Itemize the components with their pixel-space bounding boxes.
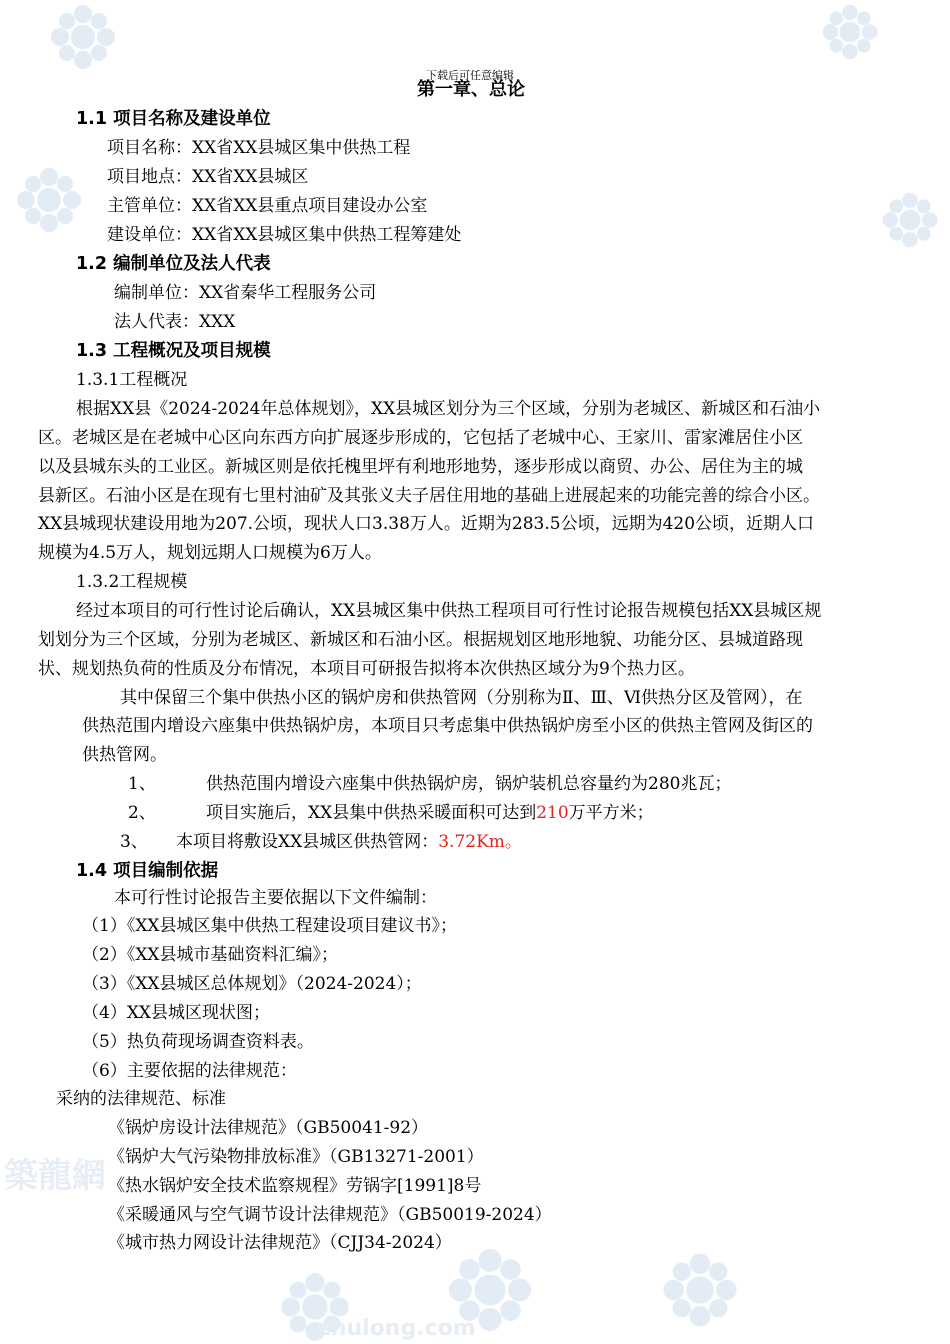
- scale-item-3-text: 本项目将敷设XX县城区供热管网：: [176, 832, 439, 852]
- header-note: 下载后可任意编辑: [426, 69, 514, 82]
- legal-representative: 法人代表：XXX: [114, 312, 236, 332]
- basis-item-5: （5）热负荷现场调查资料表。: [82, 1032, 314, 1052]
- project-location: 项目地点：XX省XX县城区: [107, 167, 309, 187]
- scale-item-1: [128, 774, 732, 794]
- para1-line-6: 规模为4.5万人，规划远期人口规模为6万人。: [38, 543, 382, 563]
- para2-line-2: 划划分为三个区域，分别为老城区、新城区和石油小区。根据规划区地形地貌、功能分区、县城道路现: [38, 630, 803, 650]
- para1-line-4: 县新区。石油小区是在现有七里村油矿及其张义夫子居住用地的基础上进展起来的功能完善的综合小区。: [38, 486, 820, 506]
- basis-item-1: （1）《XX县城区集中供热工程建设项目建议书》；: [82, 916, 458, 936]
- watermark-logo-text: 築龍網: [4, 1156, 106, 1196]
- basis-intro: 本可行性讨论报告主要依据以下文件编制：: [114, 888, 437, 908]
- project-name: 项目名称：XX省XX县城区集中供热工程: [107, 138, 411, 158]
- supervising-unit: 主管单位：XX省XX县重点项目建设办公室: [107, 196, 428, 216]
- compiling-unit: 编制单位：XX省秦华工程服务公司: [114, 283, 377, 303]
- para3-line-1: 其中保留三个集中供热小区的锅炉房和供热管网（分别称为Ⅱ、Ⅲ、Ⅵ供热分区及管网），在: [120, 688, 803, 708]
- watermark-url-text: zhulong.com: [318, 1316, 476, 1341]
- para2-line-3: 状、规划热负荷的性质及分布情况，本项目可研报告拟将本次供热区域分为9个热力区。: [38, 659, 695, 679]
- watermark-snowflake-top-right: [820, 2, 880, 62]
- chapter-title: 第一章、总论: [417, 79, 525, 100]
- basis-item-2: （2）《XX县城市基础资料汇编》；: [82, 945, 339, 965]
- watermark-snowflake-bottom-right: [660, 1250, 740, 1330]
- scale-item-3-highlight: 3.72Km。: [438, 832, 522, 852]
- scale-item-2-text: 项目实施后，XX县集中供热采暖面积可达到: [206, 803, 537, 823]
- standard-item-2: 《锅炉大气污染物排放标准》（GB13271-2001）: [108, 1147, 484, 1167]
- scale-item-3: [120, 832, 522, 852]
- standard-item-5: 《城市热力网设计法律规范》（CJJ34-2024）: [108, 1233, 452, 1253]
- para1-line-2: 区。老城区是在老城中心区向东西方向扩展逐步形成的，它包括了老城中心、王家川、雷家滩居住小区: [38, 428, 803, 448]
- scale-item-3-number: 3、: [120, 832, 148, 852]
- basis-item-3: （3）《XX县城区总体规划》（2024-2024）；: [82, 974, 422, 994]
- section-1-2-heading: 1.2 编制单位及法人代表: [76, 254, 271, 274]
- section-1-1-heading: 1.1 项目名称及建设单位: [76, 109, 271, 129]
- watermark-snowflake-top-left: [48, 2, 118, 72]
- standard-item-4: 《采暖通风与空气调节设计法律规范》（GB50019-2024）: [108, 1205, 552, 1225]
- para1-line-3: 以及县城东头的工业区。新城区则是依托槐里坪有利地形地势，逐步形成以商贸、办公、居住为主的城: [38, 457, 803, 477]
- section-1-3-heading: 1.3 工程概况及项目规模: [76, 341, 271, 361]
- section-1-4-heading: 1.4 项目编制依据: [76, 861, 219, 881]
- scale-item-2-tail: 万平方米；: [568, 803, 654, 823]
- construction-unit: 建设单位：XX省XX县城区集中供热工程筹建处: [107, 225, 462, 245]
- para3-line-2: 供热范围内增设六座集中供热锅炉房，本项目只考虑集中供热锅炉房至小区的供热主管网及街区的: [82, 716, 813, 736]
- standard-item-1: 《锅炉房设计法律规范》（GB50041-92）: [108, 1118, 429, 1138]
- para1-line-1: 根据XX县《2024-2024年总体规划》，XX县城区划分为三个区域，分别为老城区、新城区和石油小: [76, 399, 821, 419]
- scale-item-2: [128, 803, 654, 823]
- subsection-1-3-1: 1.3.1工程概况: [76, 370, 188, 390]
- adopted-standards-label: 采纳的法律规范、标准: [56, 1089, 226, 1109]
- scale-item-2-highlight: 210: [536, 803, 569, 823]
- basis-item-6: （6）主要依据的法律规范：: [82, 1061, 297, 1081]
- standard-item-3: 《热水锅炉安全技术监察规程》劳锅字[1991]8号: [108, 1176, 482, 1196]
- scale-item-2-number: 2、: [128, 803, 156, 823]
- watermark-snowflake-left: [14, 165, 84, 235]
- watermark-snowflake-right: [880, 190, 940, 250]
- subsection-1-3-2: 1.3.2工程规模: [76, 572, 188, 592]
- para3-line-3: 供热管网。: [82, 745, 167, 765]
- scale-item-1-text: 供热范围内增设六座集中供热锅炉房，锅炉装机总容量约为280兆瓦；: [206, 774, 732, 794]
- scale-item-1-number: 1、: [128, 774, 156, 794]
- para2-line-1: 经过本项目的可行性讨论后确认，XX县城区集中供热工程项目可行性讨论报告规模包括XX县城区规: [76, 601, 822, 621]
- para1-line-5: XX县城现状建设用地为207.公顷，现状人口3.38万人。近期为283.5公顷，远期为420公顷，近期人口: [38, 514, 815, 534]
- basis-item-4: （4）XX县城区现状图；: [82, 1003, 271, 1023]
